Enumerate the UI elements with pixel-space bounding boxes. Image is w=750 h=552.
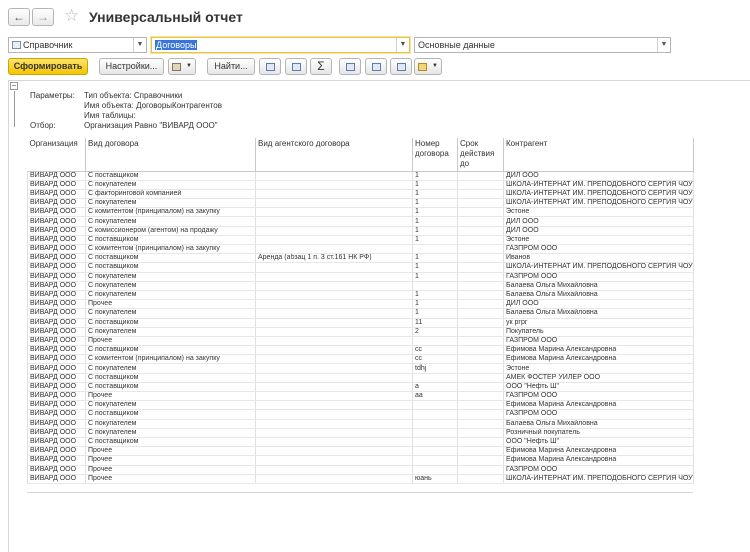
table-cell[interactable]: ВИВАРД ООО xyxy=(28,465,86,474)
table-cell[interactable]: 1 xyxy=(413,189,458,198)
table-cell[interactable] xyxy=(256,382,413,391)
group-bracket xyxy=(14,91,15,127)
table-cell[interactable] xyxy=(256,281,413,290)
table-row[interactable] xyxy=(28,327,694,336)
report-variant-value: Основные данные xyxy=(418,40,495,50)
table-cell[interactable]: Прочее xyxy=(86,447,256,456)
table-bottom-border xyxy=(27,492,693,493)
table-cell[interactable] xyxy=(458,318,504,327)
table-cell[interactable] xyxy=(256,392,413,401)
table-cell[interactable]: ВИВАРД ООО xyxy=(28,199,86,208)
table-cell[interactable]: ДИЛ ООО xyxy=(504,226,694,235)
table-row[interactable] xyxy=(28,355,694,364)
table-cell[interactable] xyxy=(256,245,413,254)
table-cell[interactable]: ГАЗПРОМ ООО xyxy=(504,336,694,345)
table-cell[interactable] xyxy=(256,336,413,345)
table-cell[interactable]: ВИВАРД ООО xyxy=(28,263,86,272)
table-cell[interactable]: ВИВАРД ООО xyxy=(28,171,86,180)
table-cell[interactable]: ук ргрг xyxy=(504,318,694,327)
table-row[interactable] xyxy=(28,180,694,189)
table-cell[interactable]: ВИВАРД ООО xyxy=(28,290,86,299)
table-cell[interactable] xyxy=(413,281,458,290)
floppy-disk-icon xyxy=(397,63,406,71)
table-cell[interactable] xyxy=(458,373,504,382)
table-cell[interactable]: ВИВАРД ООО xyxy=(28,474,86,483)
table-cell[interactable] xyxy=(256,217,413,226)
table-cell[interactable] xyxy=(256,474,413,483)
table-cell[interactable] xyxy=(458,419,504,428)
table-cell[interactable] xyxy=(458,272,504,281)
table-cell[interactable]: ВИВАРД ООО xyxy=(28,217,86,226)
table-cell[interactable]: ГАЗПРОМ ООО xyxy=(504,272,694,281)
table-cell[interactable] xyxy=(256,346,413,355)
table-header-row xyxy=(28,138,694,171)
table-row[interactable] xyxy=(28,290,694,299)
collapse-group-icon[interactable]: − xyxy=(11,81,17,90)
table-cell[interactable] xyxy=(458,245,504,254)
table-cell[interactable]: 1 xyxy=(413,208,458,217)
print-button[interactable] xyxy=(339,58,361,75)
table-cell[interactable]: ВИВАРД ООО xyxy=(28,355,86,364)
table-cell[interactable] xyxy=(256,447,413,456)
table-cell[interactable] xyxy=(256,428,413,437)
table-cell[interactable]: С поставщиком xyxy=(86,382,256,391)
send-email-button[interactable] xyxy=(414,58,442,75)
table-cell[interactable] xyxy=(256,410,413,419)
table-cell[interactable] xyxy=(458,447,504,456)
table-cell[interactable] xyxy=(256,226,413,235)
table-cell[interactable]: Покупатель xyxy=(504,327,694,336)
table-cell[interactable] xyxy=(458,235,504,244)
table-cell[interactable]: ШКОЛА-ИНТЕРНАТ ИМ. ПРЕПОДОБНОГО СЕРГИЯ ЧОУ xyxy=(504,180,694,189)
table-cell[interactable]: ВИВАРД ООО xyxy=(28,346,86,355)
table-row[interactable] xyxy=(28,437,694,446)
table-cell[interactable]: С поставщиком xyxy=(86,235,256,244)
table-cell[interactable] xyxy=(458,355,504,364)
table-cell[interactable] xyxy=(256,208,413,217)
forward-button[interactable] xyxy=(32,8,54,26)
table-cell[interactable]: 1 xyxy=(413,272,458,281)
generate-report-button[interactable]: Сформировать xyxy=(8,58,88,75)
params-label: Параметры: xyxy=(30,91,75,100)
table-row[interactable] xyxy=(28,226,694,235)
table-cell[interactable] xyxy=(256,437,413,446)
table-cell[interactable]: С покупателем xyxy=(86,401,256,410)
table-cell[interactable] xyxy=(458,401,504,410)
table-cell[interactable]: С покупателем xyxy=(86,364,256,373)
table-cell[interactable] xyxy=(256,180,413,189)
table-cell[interactable] xyxy=(256,419,413,428)
table-row[interactable] xyxy=(28,364,694,373)
table-cell[interactable]: С факторинговой компанией xyxy=(86,189,256,198)
table-cell[interactable]: С поставщиком xyxy=(86,318,256,327)
param-object-name: Имя объекта: ДоговорыКонтрагентов xyxy=(84,101,223,110)
table-cell[interactable] xyxy=(413,428,458,437)
table-cell[interactable] xyxy=(413,447,458,456)
table-cell[interactable]: Эстоне xyxy=(504,208,694,217)
table-cell[interactable]: 1 xyxy=(413,199,458,208)
table-cell[interactable]: 1 xyxy=(413,254,458,263)
table-cell[interactable]: Прочее xyxy=(86,392,256,401)
table-cell[interactable]: С покупателем xyxy=(86,217,256,226)
table-cell[interactable] xyxy=(256,171,413,180)
object-select[interactable] xyxy=(151,37,410,53)
table-cell[interactable] xyxy=(256,235,413,244)
table-cell[interactable]: Эстоне xyxy=(504,235,694,244)
table-cell[interactable] xyxy=(256,327,413,336)
table-cell[interactable]: Ефимова Марина Александровна xyxy=(504,447,694,456)
sum-button[interactable]: Σ xyxy=(310,58,332,75)
table-cell[interactable]: С поставщиком xyxy=(86,263,256,272)
table-row[interactable] xyxy=(28,263,694,272)
table-cell[interactable]: ВИВАРД ООО xyxy=(28,364,86,373)
table-cell[interactable]: ВИВАРД ООО xyxy=(28,189,86,198)
table-cell[interactable]: ВИВАРД ООО xyxy=(28,447,86,456)
filter-label: Отбор: xyxy=(30,121,56,130)
table-cell[interactable]: 1 xyxy=(413,309,458,318)
table-cell[interactable]: ВИВАРД ООО xyxy=(28,281,86,290)
table-cell[interactable]: С покупателем xyxy=(86,180,256,189)
table-cell[interactable] xyxy=(458,180,504,189)
table-cell[interactable] xyxy=(256,318,413,327)
table-row[interactable] xyxy=(28,281,694,290)
column-header: Организация xyxy=(28,138,86,171)
favorite-star-icon[interactable]: ☆ xyxy=(64,6,80,25)
table-cell[interactable]: 1 xyxy=(413,217,458,226)
table-cell[interactable] xyxy=(256,364,413,373)
table-cell[interactable]: 2 xyxy=(413,327,458,336)
table-cell[interactable] xyxy=(413,465,458,474)
table-row[interactable] xyxy=(28,318,694,327)
table-row[interactable] xyxy=(28,465,694,474)
chevron-down-icon[interactable]: ▼ xyxy=(133,38,146,52)
table-cell[interactable]: С покупателем xyxy=(86,419,256,428)
table-cell[interactable] xyxy=(256,373,413,382)
table-row[interactable] xyxy=(28,401,694,410)
table-cell[interactable]: АМЕК ФОСТЕР УИЛЕР ООО xyxy=(504,373,694,382)
print-preview-icon xyxy=(372,63,381,71)
arrow-left-icon: ← xyxy=(13,10,25,24)
table-cell[interactable]: ВИВАРД ООО xyxy=(28,401,86,410)
table-row[interactable] xyxy=(28,382,694,391)
table-cell[interactable]: 1 xyxy=(413,300,458,309)
table-cell[interactable] xyxy=(458,346,504,355)
table-cell[interactable]: ВИВАРД ООО xyxy=(28,392,86,401)
table-cell[interactable]: ШКОЛА-ИНТЕРНАТ ИМ. ПРЕПОДОБНОГО СЕРГИЯ ЧОУ xyxy=(504,199,694,208)
table-cell[interactable]: аа xyxy=(413,392,458,401)
table-row[interactable] xyxy=(28,410,694,419)
expand-groups-icon xyxy=(266,63,275,71)
table-cell[interactable] xyxy=(458,437,504,446)
table-cell[interactable]: ВИВАРД ООО xyxy=(28,245,86,254)
table-cell[interactable]: Розничный покупатель xyxy=(504,428,694,437)
table-cell[interactable]: tdhj xyxy=(413,364,458,373)
table-cell[interactable]: С поставщиком xyxy=(86,346,256,355)
table-cell[interactable]: ВИВАРД ООО xyxy=(28,272,86,281)
table-cell[interactable]: ВИВАРД ООО xyxy=(28,419,86,428)
table-cell[interactable]: С поставщиком xyxy=(86,254,256,263)
title-bar xyxy=(0,0,750,34)
table-row[interactable] xyxy=(28,419,694,428)
table-cell[interactable]: С покупателем xyxy=(86,272,256,281)
table-cell[interactable] xyxy=(458,281,504,290)
table-cell[interactable]: С поставщиком xyxy=(86,410,256,419)
table-cell[interactable] xyxy=(413,410,458,419)
table-cell[interactable]: ШКОЛА-ИНТЕРНАТ ИМ. ПРЕПОДОБНОГО СЕРГИЯ ЧОУ xyxy=(504,474,694,483)
table-cell[interactable]: 1 xyxy=(413,226,458,235)
table-cell[interactable] xyxy=(458,290,504,299)
save-button[interactable] xyxy=(390,58,412,75)
table-cell[interactable] xyxy=(256,456,413,465)
table-cell[interactable]: С комитентом (принципалом) на закупку xyxy=(86,245,256,254)
table-cell[interactable]: ДИЛ ООО xyxy=(504,217,694,226)
table-cell[interactable]: а xyxy=(413,382,458,391)
variants-menu-button[interactable] xyxy=(168,58,196,75)
table-cell[interactable]: ООО "Нефть Ш" xyxy=(504,382,694,391)
table-cell[interactable] xyxy=(458,392,504,401)
table-row[interactable] xyxy=(28,235,694,244)
table-row[interactable] xyxy=(28,336,694,345)
table-cell[interactable] xyxy=(256,199,413,208)
expand-groups-button[interactable] xyxy=(259,58,281,75)
table-cell[interactable]: Аренда (абзац 1 п. 3 ст.161 НК РФ) xyxy=(256,254,413,263)
printer-icon xyxy=(346,63,355,71)
find-button[interactable]: Найти... xyxy=(207,58,255,75)
table-cell[interactable] xyxy=(458,300,504,309)
table-cell[interactable] xyxy=(458,309,504,318)
table-cell[interactable]: юань xyxy=(413,474,458,483)
table-row[interactable] xyxy=(28,474,694,483)
table-cell[interactable]: Балаева Ольга Михайловна xyxy=(504,290,694,299)
table-cell[interactable]: Прочее xyxy=(86,456,256,465)
table-row[interactable] xyxy=(28,300,694,309)
table-cell[interactable]: Ефимова Марина Александровна xyxy=(504,456,694,465)
table-cell[interactable]: С комитентом (принципалом) на закупку xyxy=(86,355,256,364)
table-cell[interactable] xyxy=(413,245,458,254)
column-header: Вид агентского договора xyxy=(256,138,413,171)
table-cell[interactable]: Ефимова Марина Александровна xyxy=(504,355,694,364)
table-row[interactable] xyxy=(28,189,694,198)
table-cell[interactable]: С поставщиком xyxy=(86,171,256,180)
table-row[interactable] xyxy=(28,392,694,401)
table-row[interactable] xyxy=(28,428,694,437)
table-cell[interactable]: ГАЗПРОМ ООО xyxy=(504,245,694,254)
table-cell[interactable]: Ефимова Марина Александровна xyxy=(504,401,694,410)
table-cell[interactable] xyxy=(413,456,458,465)
report-variant-select[interactable] xyxy=(414,37,671,53)
table-cell[interactable]: ВИВАРД ООО xyxy=(28,336,86,345)
table-cell[interactable]: С покупателем xyxy=(86,428,256,437)
table-cell[interactable] xyxy=(458,226,504,235)
table-cell[interactable] xyxy=(256,189,413,198)
table-cell[interactable]: С покупателем xyxy=(86,309,256,318)
table-cell[interactable] xyxy=(413,437,458,446)
table-cell[interactable]: ШКОЛА-ИНТЕРНАТ ИМ. ПРЕПОДОБНОГО СЕРГИЯ ЧОУ xyxy=(504,263,694,272)
column-header: Вид договора xyxy=(86,138,256,171)
table-cell[interactable] xyxy=(413,336,458,345)
table-row[interactable] xyxy=(28,456,694,465)
table-cell[interactable] xyxy=(458,410,504,419)
table-cell[interactable]: сс xyxy=(413,355,458,364)
table-cell[interactable] xyxy=(256,401,413,410)
table-cell[interactable]: ГАЗПРОМ ООО xyxy=(504,392,694,401)
table-cell[interactable] xyxy=(413,373,458,382)
object-value[interactable]: Договоры xyxy=(156,40,197,50)
table-cell[interactable]: Ефимова Марина Александровна xyxy=(504,346,694,355)
table-cell[interactable]: Балаева Ольга Михайловна xyxy=(504,309,694,318)
table-row[interactable] xyxy=(28,171,694,180)
table-cell[interactable]: ВИВАРД ООО xyxy=(28,318,86,327)
table-cell[interactable]: ВИВАРД ООО xyxy=(28,254,86,263)
back-button[interactable] xyxy=(8,8,30,26)
table-cell[interactable] xyxy=(256,300,413,309)
report-variants-icon xyxy=(172,63,181,71)
table-row[interactable] xyxy=(28,217,694,226)
table-cell[interactable] xyxy=(458,254,504,263)
table-cell[interactable] xyxy=(458,474,504,483)
table-cell[interactable] xyxy=(458,364,504,373)
param-table-name: Имя таблицы: xyxy=(84,111,136,120)
table-row[interactable] xyxy=(28,309,694,318)
catalog-icon xyxy=(12,41,21,49)
table-cell[interactable]: 11 xyxy=(413,318,458,327)
table-cell[interactable]: ШКОЛА-ИНТЕРНАТ ИМ. ПРЕПОДОБНОГО СЕРГИЯ ЧОУ xyxy=(504,189,694,198)
table-cell[interactable]: 1 xyxy=(413,290,458,299)
table-cell[interactable]: 1 xyxy=(413,235,458,244)
chevron-down-icon: ▼ xyxy=(186,63,192,69)
table-cell[interactable]: Иванов xyxy=(504,254,694,263)
table-cell[interactable]: Прочее xyxy=(86,300,256,309)
chevron-down-icon[interactable]: ▼ xyxy=(657,38,670,52)
table-cell[interactable]: ДИЛ ООО xyxy=(504,171,694,180)
table-cell[interactable] xyxy=(458,456,504,465)
table-cell[interactable] xyxy=(256,263,413,272)
table-cell[interactable]: С комитентом (принципалом) на закупку xyxy=(86,208,256,217)
table-cell[interactable] xyxy=(256,309,413,318)
table-cell[interactable]: ВИВАРД ООО xyxy=(28,382,86,391)
table-cell[interactable]: С поставщиком xyxy=(86,373,256,382)
table-cell[interactable]: 1 xyxy=(413,180,458,189)
collapse-groups-icon xyxy=(292,63,301,71)
table-row[interactable] xyxy=(28,254,694,263)
page-title: Универсальный отчет xyxy=(89,9,243,25)
table-row[interactable] xyxy=(28,208,694,217)
table-cell[interactable]: ВИВАРД ООО xyxy=(28,235,86,244)
settings-button[interactable]: Настройки... xyxy=(99,58,164,75)
table-cell[interactable] xyxy=(458,382,504,391)
table-cell[interactable]: Балаева Ольга Михайловна xyxy=(504,419,694,428)
table-cell[interactable] xyxy=(413,419,458,428)
table-cell[interactable]: ВИВАРД ООО xyxy=(28,456,86,465)
table-row[interactable] xyxy=(28,447,694,456)
table-cell[interactable]: ДИЛ ООО xyxy=(504,300,694,309)
object-type-value: Справочник xyxy=(23,40,73,50)
table-cell[interactable]: Балаева Ольга Михайловна xyxy=(504,281,694,290)
envelope-icon xyxy=(418,63,427,71)
table-cell[interactable] xyxy=(458,199,504,208)
object-type-select[interactable] xyxy=(8,37,147,53)
chevron-down-icon[interactable]: ▼ xyxy=(396,38,409,52)
collapse-groups-button[interactable] xyxy=(285,58,307,75)
param-object-type: Тип объекта: Справочники xyxy=(84,91,183,100)
table-cell[interactable]: ВИВАРД ООО xyxy=(28,309,86,318)
table-cell[interactable]: ВИВАРД ООО xyxy=(28,327,86,336)
table-cell[interactable]: С покупателем xyxy=(86,327,256,336)
table-cell[interactable] xyxy=(256,272,413,281)
table-row[interactable] xyxy=(28,245,694,254)
table-cell[interactable] xyxy=(458,171,504,180)
table-cell[interactable]: ВИВАРД ООО xyxy=(28,226,86,235)
table-cell[interactable]: Прочее xyxy=(86,465,256,474)
arrow-right-icon: → xyxy=(37,10,49,24)
table-cell[interactable]: С покупателем xyxy=(86,199,256,208)
table-cell[interactable]: Прочее xyxy=(86,336,256,345)
table-cell[interactable]: ВИВАРД ООО xyxy=(28,208,86,217)
param-filter: Организация Равно "ВИВАРД ООО" xyxy=(84,121,218,130)
table-cell[interactable]: Прочее xyxy=(86,474,256,483)
table-cell[interactable] xyxy=(458,336,504,345)
table-cell[interactable]: ГАЗПРОМ ООО xyxy=(504,410,694,419)
table-cell[interactable]: ВИВАРД ООО xyxy=(28,180,86,189)
table-cell[interactable] xyxy=(458,428,504,437)
table-cell[interactable]: ВИВАРД ООО xyxy=(28,428,86,437)
column-header: Срок действия до xyxy=(458,138,504,171)
table-cell[interactable]: сс xyxy=(413,346,458,355)
table-cell[interactable] xyxy=(256,465,413,474)
table-cell[interactable]: С поставщиком xyxy=(86,437,256,446)
table-cell[interactable]: Эстоне xyxy=(504,364,694,373)
table-cell[interactable] xyxy=(256,290,413,299)
table-cell[interactable]: ВИВАРД ООО xyxy=(28,437,86,446)
report-table xyxy=(27,138,694,484)
table-cell[interactable]: С покупателем xyxy=(86,281,256,290)
table-cell[interactable] xyxy=(458,217,504,226)
table-cell[interactable] xyxy=(458,263,504,272)
table-cell[interactable]: 1 xyxy=(413,263,458,272)
table-cell[interactable] xyxy=(458,208,504,217)
table-cell[interactable] xyxy=(458,327,504,336)
print-preview-button[interactable] xyxy=(365,58,387,75)
table-cell[interactable]: С комиссионером (агентом) на продажу xyxy=(86,226,256,235)
table-cell[interactable]: С покупателем xyxy=(86,290,256,299)
chevron-down-icon: ▼ xyxy=(432,63,438,69)
table-cell[interactable] xyxy=(458,189,504,198)
table-cell[interactable] xyxy=(458,465,504,474)
table-cell[interactable] xyxy=(256,355,413,364)
table-cell[interactable] xyxy=(413,401,458,410)
column-header: Номер договора xyxy=(413,138,458,171)
table-cell[interactable]: ООО "Нефть Ш" xyxy=(504,437,694,446)
table-cell[interactable]: ВИВАРД ООО xyxy=(28,373,86,382)
table-cell[interactable]: ВИВАРД ООО xyxy=(28,300,86,309)
column-header: Контрагент xyxy=(504,138,694,171)
table-cell[interactable]: ВИВАРД ООО xyxy=(28,410,86,419)
table-row[interactable] xyxy=(28,373,694,382)
table-cell[interactable]: ГАЗПРОМ ООО xyxy=(504,465,694,474)
table-row[interactable] xyxy=(28,346,694,355)
table-row[interactable] xyxy=(28,272,694,281)
table-cell[interactable]: 1 xyxy=(413,171,458,180)
table-row[interactable] xyxy=(28,199,694,208)
